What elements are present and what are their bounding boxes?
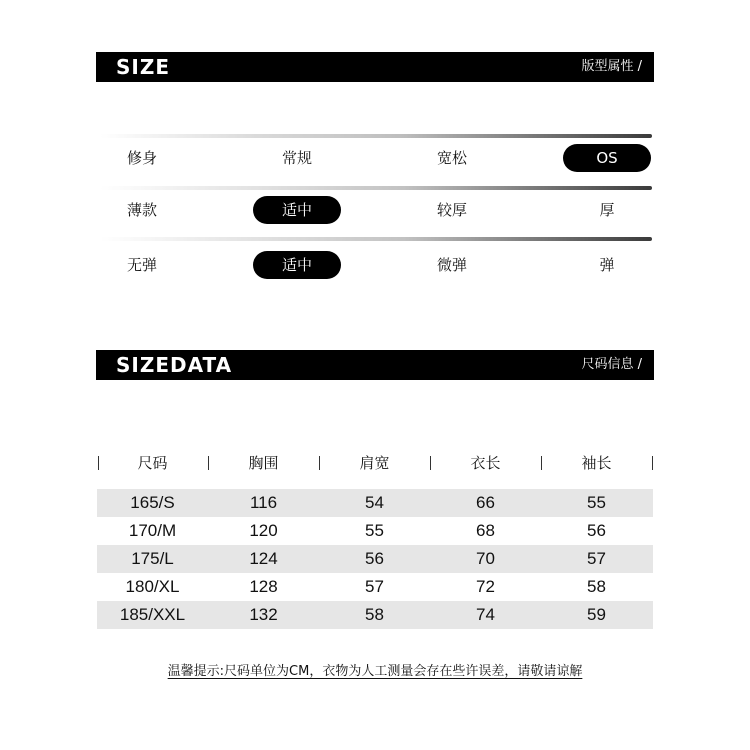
sizedata-banner-title: SIZEDATA [116,353,233,377]
cell-size: 180/XL [125,577,180,596]
cell-shoulder: 56 [365,549,384,568]
table-row [97,573,653,601]
option-thickness-thin: 薄款 [126,201,157,219]
cell-length: 70 [476,549,495,568]
cell-chest: 128 [249,577,278,596]
option-stretch-slight: 微弹 [436,256,467,274]
option-stretch-medium-selected: 适中 [253,251,341,279]
size-banner-subtitle: 版型属性 / [581,59,642,74]
column-separator [652,456,653,470]
size-table-header [96,448,654,478]
option-fit-regular: 常规 [281,149,312,167]
cell-sleeve: 55 [587,493,606,512]
option-fit-loose: 宽松 [436,149,467,167]
cell-size: 185/XXL [119,605,186,624]
cell-shoulder: 55 [365,521,384,540]
size-banner [96,52,654,82]
option-thickness-thicker: 较厚 [436,201,467,219]
cell-length: 66 [476,493,495,512]
cell-sleeve: 57 [587,549,606,568]
cell-chest: 116 [249,493,278,512]
header-sleeve: 袖长 [581,454,612,472]
cell-length: 72 [476,577,495,596]
table-row [97,601,653,629]
option-stretch-elastic: 弹 [599,256,615,274]
cell-shoulder: 54 [365,493,384,512]
footnote-text: 温馨提示:尺码单位为CM，衣物为人工测量会存在些许误差，请敬请谅解 [167,664,583,679]
cell-size: 165/S [130,493,175,512]
header-shoulder: 肩宽 [359,454,390,472]
cell-chest: 120 [249,521,278,540]
sizedata-banner-subtitle: 尺码信息 / [581,357,642,372]
cell-chest: 132 [249,605,278,624]
cell-sleeve: 56 [587,521,606,540]
table-row [97,489,653,517]
header-length: 衣长 [470,454,501,472]
cell-sleeve: 58 [587,577,606,596]
attribute-divider-line [100,186,652,190]
cell-shoulder: 58 [365,605,384,624]
option-thickness-thick: 厚 [599,201,615,219]
cell-chest: 124 [249,549,278,568]
measurement-footnote [0,662,750,682]
option-stretch-none: 无弹 [126,256,157,274]
header-chest: 胸围 [248,454,279,472]
option-thickness-medium-selected: 适中 [253,196,341,224]
cell-size: 175/L [131,549,174,568]
size-banner-title: SIZE [116,55,171,79]
attribute-row-stretch [100,251,652,281]
option-fit-os-selected: OS [563,144,651,172]
cell-length: 68 [476,521,495,540]
attribute-divider-line [100,134,652,138]
cell-sleeve: 59 [587,605,606,624]
header-size: 尺码 [137,454,168,472]
cell-shoulder: 57 [365,577,384,596]
attribute-row-thickness [100,196,652,226]
attribute-row-fit [100,144,652,174]
attribute-divider-line [100,237,652,241]
table-row [97,545,653,573]
option-fit-slim: 修身 [126,149,157,167]
cell-length: 74 [476,605,495,624]
sizedata-banner [96,350,654,380]
table-row [97,517,653,545]
cell-size: 170/M [128,521,177,540]
